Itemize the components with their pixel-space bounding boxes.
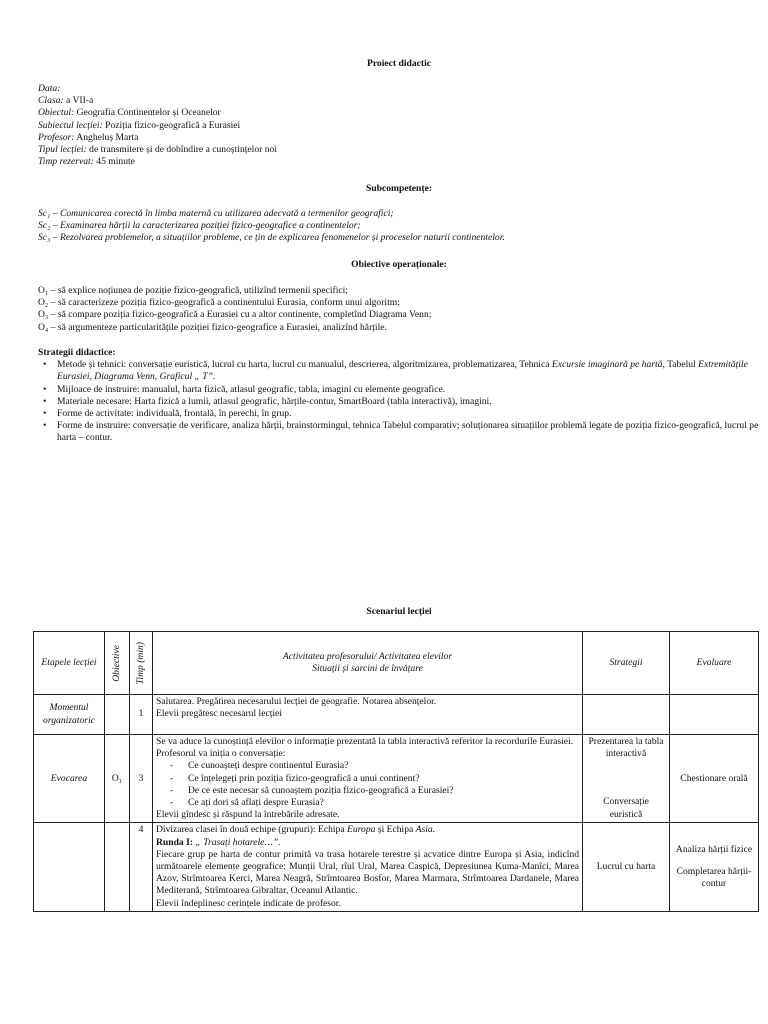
obiectiv-item: O₂ – să caracterizeze poziția fizico-geografică a continentului Eurasia, conform unui algoritm; [38, 297, 400, 309]
document-title: Proiect didactic [366, 58, 432, 69]
strategii-cell: Prezentarea la tabla interactivă Conversație euristică [583, 735, 670, 823]
timp-cell: 1 [130, 695, 153, 735]
strategie-item: • Forme de instruire: conversație de verificare, analiza hărții, brainstormingul, tehnica Tabelul comparativ; soluționarea situațiilor problemă legate de poziția fizico-geografică, lucrul pe harta – contur. [57, 420, 760, 444]
subcompetenta-item: Sc₃ – Rezolvarea problemelor, a situațiilor probleme, ce țin de explicarea fenomenelor și proceselor naturii continentelor. [38, 232, 505, 244]
meta-topic: Subiectul lecției: Poziția fizico-geografică a Eurasiei [38, 119, 241, 131]
obiectiv-item: O₁ – să explice noțiunea de poziție fizico-geografică, utilizînd termenii specifici; [38, 285, 348, 296]
subcompetente-list [38, 208, 760, 245]
strategii-list [38, 359, 760, 444]
subcompetente-heading: Subcompetențe: [365, 183, 433, 194]
question-item: - Ce cunoașteți despre continentul Eurasia? [170, 760, 349, 772]
question-item: - De ce este necesar să cunoaștem poziția fizico-geografică a Eurasiei? [170, 784, 454, 796]
obiective-list [38, 285, 760, 334]
table-row [34, 735, 759, 823]
header-obiective: Obiective [105, 632, 130, 695]
scenariu-heading: Scenariul lecției [366, 606, 432, 617]
meta-subject: Obiectul: Geografia Continentelor și Oceanelor [38, 107, 221, 119]
obiectiv-cell [105, 695, 130, 735]
header-evaluare: Evaluare [670, 632, 759, 695]
activitate-cell: Se va aduce la cunoștință elevilor o informație prezentată la tabla interactivă referitor la recordurile Eurasiei. Profesorul va iniția o conversație: - Ce cunoașteți despre continentul Eurasia? - Ce înțelegeți prin poziția fizico-geografică a unui continent? - De ce este necesar să cunoaștem poziția fizico-geografică a Eurasiei? - Ce ați dori să aflați despre Eurasia? Elevii gîndesc și răspund la întrebările adresate. [153, 735, 583, 823]
question-item: - Ce înțelegeți prin poziția fizico-geografică a unui continent? [170, 772, 420, 784]
activitate-cell: Divizarea clasei în două echipe (grupuri): Echipa Europa și Echipa Asia. Runda I: „ Trasați hotarele…”. Fiecare grup pe harta de contur primită va trasa hotarele terestre și acvatice dintre Europa și Asia, indicînd următoarele elemente geografice: Munții Ural, rîul Ural, Marea Caspică, Depresiunea Kuma-Manîci, Marea Azov, Strîmtoarea Kerci, Marea Neagră, Strîmtoarea Bosfor, Marea Marmara, Strîmtoarea Dardanele, Marea Mediterană, Strîmtoarea Gibraltar, Oceanul Atlantic. Elevii îndeplinesc cerințele indicate de profesor. [153, 823, 583, 911]
evaluare-cell [670, 695, 759, 735]
evaluare-cell: Analiza hărții fizice Completarea hărții-contur [670, 823, 759, 911]
subcompetenta-item: Sc₁ – Comunicarea corectă în limba maternă cu utilizarea adecvată a termenilor geografici; [38, 208, 394, 219]
strategii-section [38, 347, 760, 445]
etapa-cell: Momentul organizatoric [34, 695, 105, 735]
strategii-heading: Strategii didactice: [38, 347, 116, 358]
timp-cell: 4 [130, 823, 153, 911]
header-strategii: Strategii [583, 632, 670, 695]
meta-class: Clasa: a VII-a [38, 95, 94, 107]
obiectiv-item: O₄ – să argumenteze particularitățile poziției fizico-geografice a Eurasiei, analizînd hărțile. [38, 321, 387, 333]
strategie-item: • Mijloace de instruire: manualul, harta fizică, atlasul geografic, tabla, imagini cu elemente geografice. [57, 384, 760, 396]
meta-date: Data: [38, 83, 61, 94]
obiectiv-cell: O₁ [105, 735, 130, 823]
etapa-cell: Evocarea [34, 735, 105, 823]
activitate-cell: Salutarea. Pregătirea necesarului lecției de geografie. Notarea absențelor. Elevii pregătesc necesarul lecției [153, 695, 583, 735]
table-row [34, 823, 759, 911]
strategie-item: • Metode și tehnici: conversație euristică, lucrul cu harta, lucrul cu manualul, descrierea, algoritmizarea, problematizarea, Tehnica Excursie imaginară pe hartă, Tabelul Extremitățile Eurasiei, Diagrama Venn, Graficul „ T”. [57, 359, 760, 383]
header-activitate: Activitatea profesorului/ Activitatea elevilor Situații și sarcini de învățare [153, 632, 583, 695]
subcompetenta-item: Sc₂ – Examinarea hărții la caracterizarea poziției fizico-geografice a continentelor; [38, 220, 361, 232]
meta-time: Timp rezervat: 45 minute [38, 156, 135, 168]
question-item: - Ce ați dori să aflați despre Eurasia? [170, 797, 324, 809]
obiective-heading: Obiective operaționale: [351, 259, 447, 270]
strategie-item: • Materiale necesare: Harta fizică a lumii, atlasul geografic, hărțile-contur, SmartBoard (tabla interactivă), imagini. [57, 396, 760, 408]
strategii-cell [583, 695, 670, 735]
strategie-item: • Forme de activitate: individuală, frontală, în perechi, în grup. [57, 408, 760, 420]
meta-teacher: Profesor: Angheluș Marta [38, 131, 139, 143]
etapa-cell [34, 823, 105, 911]
timp-cell: 3 [130, 735, 153, 823]
meta-lesson-type: Tipul lecției: de transmitere și de dobîndire a cunoștințelor noi [38, 144, 277, 156]
header-etape: Etapele lecției [34, 632, 105, 695]
header-timp: Timp (min) [130, 632, 153, 695]
lesson-meta [38, 83, 760, 168]
strategii-cell: Lucrul cu harta [583, 823, 670, 911]
scenariu-table [33, 631, 759, 912]
obiectiv-item: O₃ – să compare poziția fizico-geografică a Eurasiei cu a altor continente, completînd Diagrama Venn; [38, 309, 432, 321]
obiectiv-cell [105, 823, 130, 911]
table-row [34, 695, 759, 735]
evaluare-cell: Chestionare orală [670, 735, 759, 823]
table-header-row [34, 632, 759, 695]
